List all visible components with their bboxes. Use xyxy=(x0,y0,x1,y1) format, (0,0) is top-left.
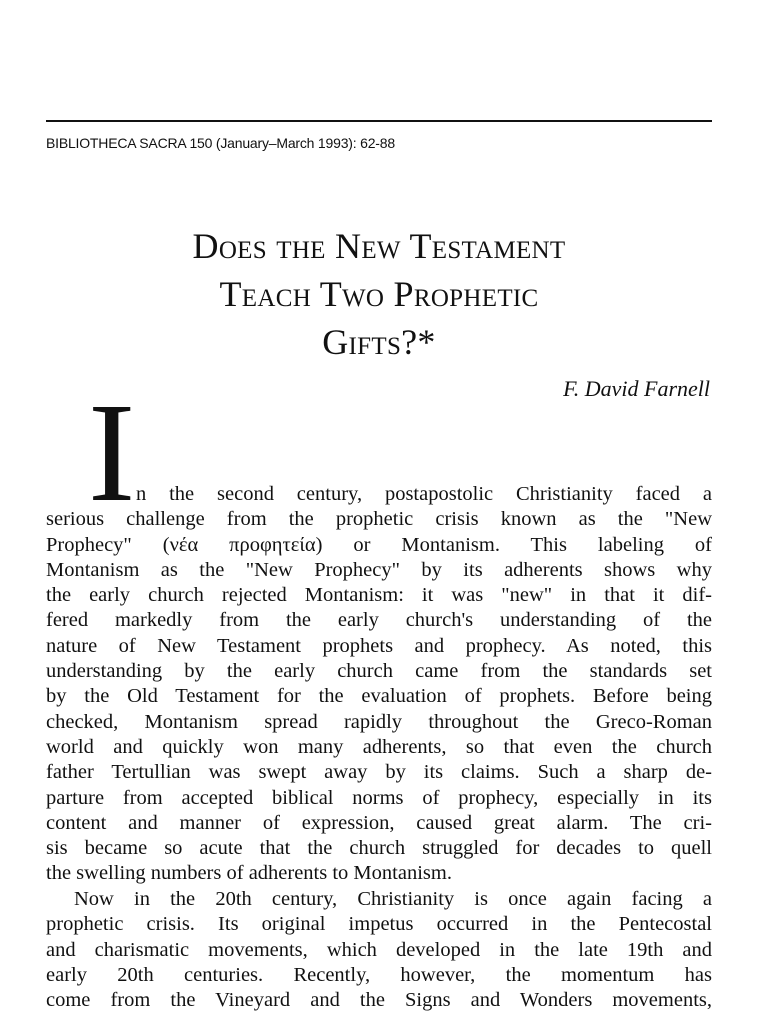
text-line: Now in the 20th century, Christianity is once again facing a xyxy=(74,888,712,910)
journal-citation: BIBLIOTHECA SACRA 150 (January–March 1993): 62-88 xyxy=(46,135,395,151)
text-line: prophetic crisis. Its original impetus occurred in the Pentecostal xyxy=(46,913,712,936)
paragraph-2 xyxy=(46,887,712,1013)
paragraph-1 xyxy=(46,482,712,887)
text-line: world and quickly won many adherents, so that even the church xyxy=(46,735,712,758)
text-line: the swelling numbers of adherents to Montanism. xyxy=(46,862,452,885)
title-line: Does the New Testament xyxy=(192,226,566,266)
text-line: content and manner of expression, caused great alarm. The cri- xyxy=(46,811,712,834)
header-rule xyxy=(46,120,712,122)
text-line: early 20th centuries. Recently, however, the momentum has xyxy=(46,963,712,986)
title-line: Teach Two Prophetic xyxy=(219,274,539,314)
text-line: nature of New Testament prophets and prophecy. As noted, this xyxy=(46,634,712,657)
text-line: by the Old Testament for the evaluation of prophets. Before being xyxy=(46,685,712,708)
text-line: father Tertullian was swept away by its claims. Such a sharp de- xyxy=(46,761,712,784)
article-title xyxy=(46,222,712,366)
article-author: F. David Farnell xyxy=(563,376,710,401)
text-line: understanding by the early church came from the standards set xyxy=(46,660,712,683)
text-line: fered markedly from the early church's understanding of the xyxy=(46,609,712,632)
text-line: n the second century, postapostolic Christianity faced a xyxy=(136,483,712,505)
text-line: parture from accepted biblical norms of prophecy, especially in its xyxy=(46,786,712,809)
text-line: Prophecy" (νέα προφητεία) or Montanism. This labeling of xyxy=(46,533,712,556)
drop-cap: I xyxy=(88,373,136,531)
text-line: checked, Montanism spread rapidly throughout the Greco-Roman xyxy=(46,710,712,733)
title-line: Gifts?* xyxy=(322,322,436,362)
text-line: sis became so acute that the church struggled for decades to quell xyxy=(46,837,712,860)
text-line: serious challenge from the prophetic crisis known as the "New xyxy=(46,508,712,531)
text-line: Montanism as the "New Prophecy" by its adherents shows why xyxy=(46,558,712,581)
text-line: the early church rejected Montanism: it was "new" in that it dif- xyxy=(46,584,712,607)
text-line: and charismatic movements, which developed in the late 19th and xyxy=(46,938,712,961)
text-line: come from the Vineyard and the Signs and Wonders movements, xyxy=(46,989,712,1012)
